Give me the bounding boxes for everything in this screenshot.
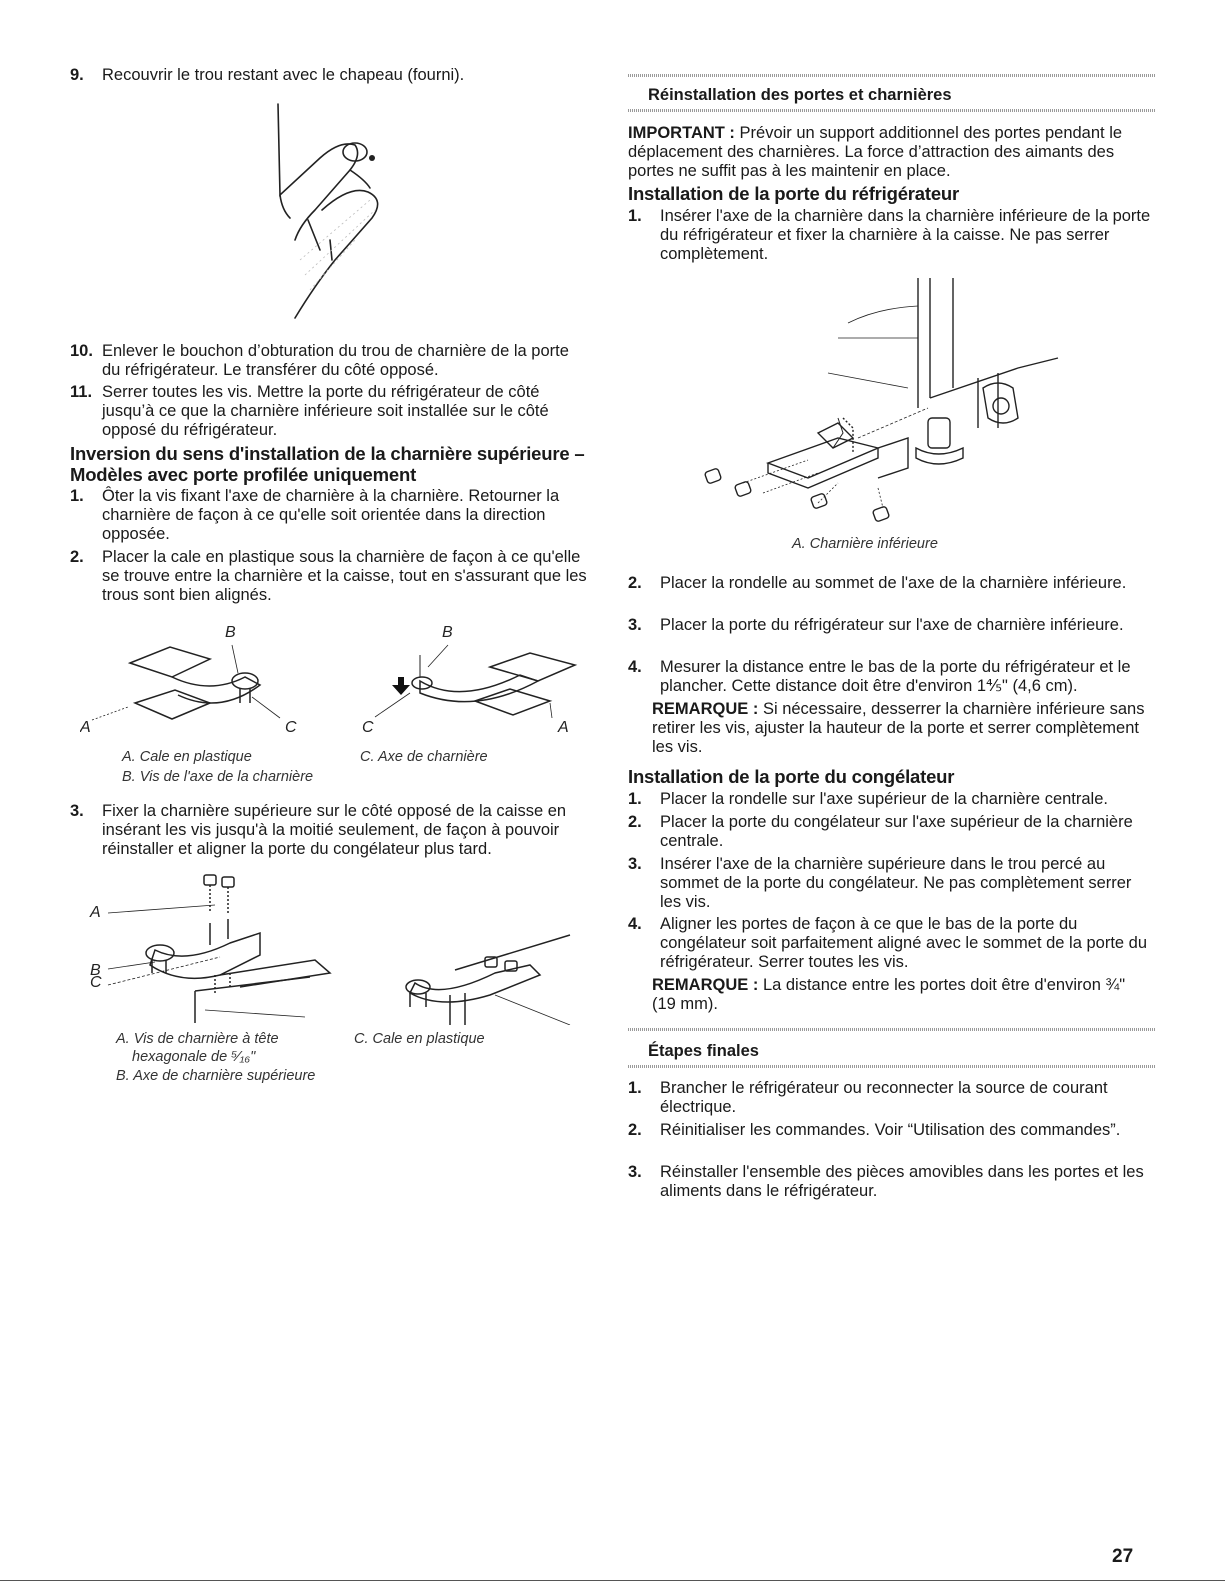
- step-number: 11.: [70, 383, 93, 401]
- label-a: A: [80, 719, 91, 736]
- step-text: Placer la rondelle sur l'axe supérieur de la charnière centrale.: [660, 790, 1108, 808]
- important-note: [628, 124, 1155, 181]
- caption-a: A. Cale en plastique: [122, 749, 252, 765]
- caption-a: A. Charnière inférieure: [792, 536, 938, 552]
- fridge-step-2: [628, 574, 1155, 593]
- step-number: 2.: [628, 1121, 642, 1139]
- step-text: Insérer l'axe de la charnière supérieure dans le trou percé au sommet de la porte du congélateur. Ne pas complètement serrer les vis.: [660, 855, 1132, 911]
- step-number: 4.: [628, 658, 642, 676]
- remark-label: REMARQUE :: [652, 976, 759, 994]
- step-number: 1.: [628, 790, 642, 808]
- caption-b: B. Axe de charnière supérieure: [116, 1068, 316, 1084]
- step-number: 1.: [628, 1079, 642, 1097]
- step-text: Réinitialiser les commandes. Voir “Utilisation des commandes”.: [660, 1121, 1121, 1139]
- caption-a: A. Vis de charnière à tête: [116, 1031, 279, 1047]
- step-text: Enlever le bouchon d’obturation du trou de charnière de la porte du réfrigérateur. Le transférer du côté opposé.: [102, 342, 569, 379]
- heading-freezer-door: Installation de la porte du congélateur: [628, 766, 955, 787]
- step-number: 3.: [628, 1163, 642, 1181]
- step-3: [70, 802, 590, 859]
- step-number: 4.: [628, 915, 642, 933]
- section-rule: [628, 1065, 1155, 1068]
- important-text: Prévoir un support additionnel des portes pendant le déplacement des charnières. La force d’attraction des aimants des portes ne suffit pas à les maintenir en place.: [628, 124, 1123, 180]
- label-c: C: [362, 719, 374, 736]
- step-text: Ôter la vis fixant l'axe de charnière à la charnière. Retourner la charnière de façon à ce qu'elle soit orientée dans la direction opposée.: [102, 487, 560, 543]
- section-title-reinstall: Réinstallation des portes et charnières: [648, 86, 952, 104]
- section-rule: [628, 74, 1155, 77]
- final-step-3: [628, 1163, 1155, 1201]
- freezer-step-1: [628, 790, 1155, 809]
- section-rule: [628, 1028, 1155, 1031]
- step-text: Fixer la charnière supérieure sur le côté opposé de la caisse en insérant les vis jusqu'à la moitié seulement, de façon à pouvoir réinstaller et aligner la porte du congélateur plus tard.: [102, 802, 567, 858]
- step-text: Placer la porte du congélateur sur l'axe supérieur de la charnière centrale.: [660, 813, 1133, 850]
- step-number: 2.: [70, 548, 84, 566]
- label-b: B: [90, 962, 101, 979]
- hinge-shim-illustration: [80, 615, 580, 740]
- final-step-2: [628, 1121, 1155, 1140]
- fridge-step-4: [628, 658, 1155, 696]
- step-number: 10.: [70, 342, 93, 360]
- label-c: C: [90, 974, 102, 991]
- page-number: 27: [1112, 1546, 1134, 1567]
- caption-c: C. Axe de charnière: [360, 749, 488, 765]
- step-text: Insérer l'axe de la charnière dans la charnière inférieure de la porte du réfrigérateur et fixer la charnière à la caisse. Ne pas serrer complètement.: [660, 207, 1151, 263]
- remark-label: REMARQUE :: [652, 700, 759, 718]
- step-number: 3.: [628, 855, 642, 873]
- step-text: Placer la rondelle au sommet de l'axe de la charnière inférieure.: [660, 574, 1127, 592]
- label-b: B: [442, 624, 453, 641]
- freezer-step-4: [628, 915, 1155, 972]
- step-10: [70, 342, 590, 380]
- freezer-step-2: [628, 813, 1155, 851]
- caption-c: C. Cale en plastique: [354, 1031, 485, 1047]
- label-a: A: [558, 719, 569, 736]
- caption-b: B. Vis de l'axe de la charnière: [122, 769, 314, 785]
- step-number: 3.: [628, 616, 642, 634]
- step-text: Serrer toutes les vis. Mettre la porte du réfrigérateur de côté jusqu’à ce que la charnière inférieure soit installée sur le côté opposé du réfrigérateur.: [102, 383, 549, 439]
- step-9: [70, 66, 590, 85]
- section-rule: [628, 109, 1155, 112]
- section-title-final-steps: Étapes finales: [648, 1042, 759, 1060]
- step-text: Placer la cale en plastique sous la charnière de façon à ce qu'elle se trouve entre la charnière et la caisse, tout en s'assurant que les trous sont bien alignés.: [102, 548, 587, 604]
- remark-note: [652, 700, 1152, 757]
- remark-text: Si nécessaire, desserrer la charnière inférieure sans retirer les vis, ajuster la hauteur de la porte et serrer complètement les vis.: [652, 700, 1145, 756]
- step-text: Mesurer la distance entre le bas de la porte du réfrigérateur et le plancher. Cette distance doit être d'environ 1⅘" (4,6 cm).: [660, 658, 1131, 695]
- step-number: 1.: [70, 487, 84, 505]
- label-b: B: [225, 624, 236, 641]
- caption-a-continued: hexagonale de ⁵⁄₁₆": [132, 1049, 256, 1065]
- hand-cap-illustration: [260, 100, 420, 330]
- step-number: 3.: [70, 802, 84, 820]
- label-a: A: [90, 904, 101, 921]
- step-number: 9.: [70, 66, 84, 84]
- upper-hinge-install-illustration: [80, 865, 590, 1025]
- step-1: [70, 487, 590, 544]
- step-11: [70, 383, 590, 440]
- final-step-1: [628, 1079, 1155, 1117]
- lower-hinge-illustration: [678, 278, 1098, 528]
- step-2: [70, 548, 590, 605]
- step-text: Brancher le réfrigérateur ou reconnecter la source de courant électrique.: [660, 1079, 1108, 1116]
- fridge-step-1: [628, 207, 1155, 264]
- fridge-step-3: [628, 616, 1155, 635]
- remark-note: [652, 976, 1152, 1014]
- freezer-step-3: [628, 855, 1155, 912]
- step-number: 2.: [628, 813, 642, 831]
- step-number: 2.: [628, 574, 642, 592]
- page-bottom-rule: [0, 1580, 1225, 1581]
- label-c: C: [285, 719, 297, 736]
- step-text: Recouvrir le trou restant avec le chapeau (fourni).: [102, 66, 465, 84]
- step-number: 1.: [628, 207, 642, 225]
- step-text: Aligner les portes de façon à ce que le bas de la porte du congélateur soit parfaitement aligné avec le sommet de la porte du réfrigérateur. Serrer toutes les vis.: [660, 915, 1148, 971]
- important-label: IMPORTANT :: [628, 124, 735, 142]
- section-heading-upper-hinge: Inversion du sens d'installation de la charnière supérieure – Modèles avec porte profilée uniquement: [70, 443, 585, 485]
- heading-fridge-door: Installation de la porte du réfrigérateur: [628, 183, 960, 204]
- step-text: Réinstaller l'ensemble des pièces amovibles dans les portes et les aliments dans le réfrigérateur.: [660, 1163, 1144, 1200]
- step-text: Placer la porte du réfrigérateur sur l'axe de charnière inférieure.: [660, 616, 1124, 634]
- remark-text: La distance entre les portes doit être d'environ ¾" (19 mm).: [652, 976, 1126, 1013]
